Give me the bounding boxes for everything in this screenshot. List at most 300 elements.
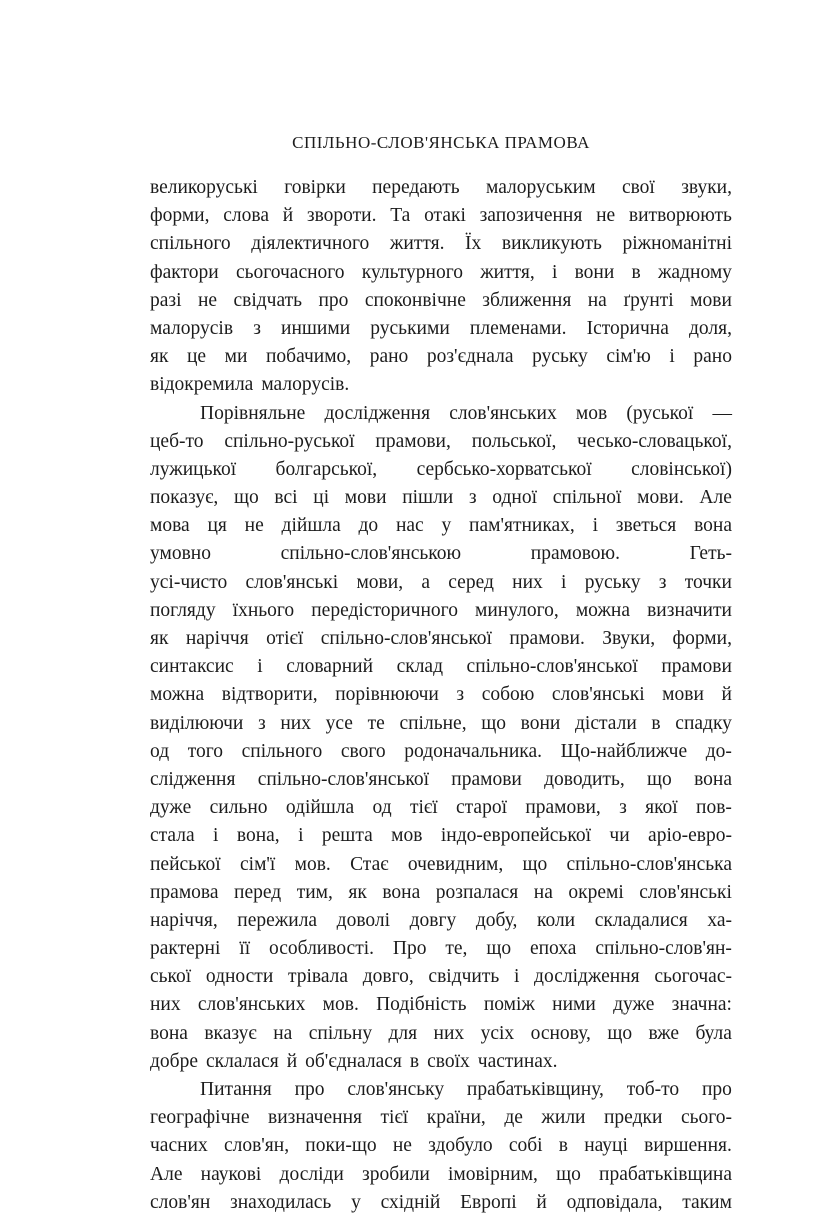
word: що [233, 487, 259, 509]
word: у [441, 515, 452, 537]
word: цеб-то [150, 430, 204, 452]
text-line [150, 1020, 732, 1048]
word: них [433, 1022, 465, 1044]
word: добу, [475, 909, 518, 931]
word: слова [223, 205, 269, 227]
word: культурного [361, 261, 463, 283]
text-line [150, 879, 732, 907]
word: про [702, 1079, 732, 1100]
text-line [150, 428, 732, 456]
text-line [150, 456, 732, 484]
word: свого [340, 740, 386, 762]
word: рано [369, 346, 409, 368]
word: одійшла [285, 797, 355, 819]
word: мов. [322, 994, 359, 1016]
word: поміж [483, 994, 535, 1016]
word: дуже [150, 797, 192, 819]
text-line [150, 738, 732, 766]
word: звороти. [306, 205, 377, 227]
word: прамови [661, 656, 732, 678]
word: спільного [150, 233, 231, 255]
text-line [150, 625, 732, 653]
word: вона [694, 515, 732, 537]
word: це [187, 346, 207, 368]
word: мови [662, 684, 704, 706]
word: Але [699, 487, 732, 509]
word: зближення [482, 289, 572, 311]
word: й [536, 1191, 547, 1213]
word: малоруським [486, 177, 596, 198]
text-line [150, 907, 732, 935]
word: мов [575, 402, 608, 424]
word: імовірним, [447, 1163, 538, 1185]
text-line [150, 400, 732, 428]
word: пережила [237, 909, 318, 931]
word: слов'янські [639, 881, 732, 903]
word: вже [648, 1022, 680, 1044]
word: визначити [647, 599, 732, 621]
word: східній [380, 1191, 441, 1213]
word: зробили [362, 1163, 430, 1185]
word: дійшла [281, 515, 341, 537]
word: діялектичного [251, 233, 370, 255]
word: усіх [480, 1022, 515, 1044]
word: малорусів. [261, 374, 350, 396]
word: слов'ян [150, 1191, 211, 1213]
word: перед [234, 881, 282, 903]
word: на [587, 289, 607, 311]
text-line [150, 1189, 732, 1217]
word: індо-европейської [440, 825, 591, 847]
word: наукові [200, 1163, 262, 1185]
text-line [150, 512, 732, 540]
word: спільно-руської [224, 430, 355, 452]
word: польської, [471, 430, 557, 452]
word: ської [150, 966, 192, 988]
word: до- [705, 740, 732, 762]
word: розпалася [435, 881, 519, 903]
word: Порівняльне [200, 402, 306, 424]
word: спільного [241, 740, 323, 762]
word: витворюють [628, 205, 732, 227]
word: спадку [675, 712, 732, 734]
word: що [486, 938, 512, 960]
word: споконвічне [364, 289, 466, 311]
word: знаходилась [230, 1191, 332, 1213]
word: вони [520, 712, 561, 734]
word: тієї [380, 1107, 409, 1129]
word: з [619, 797, 627, 819]
word: доля, [689, 317, 732, 339]
word: прабатьківщина [599, 1163, 732, 1185]
word: свідчить [428, 966, 500, 988]
word: основу, [530, 1022, 591, 1044]
word: слідження [150, 768, 236, 790]
word: сьогочасного [235, 261, 345, 283]
text-line [150, 230, 732, 258]
word: епоха [529, 938, 577, 960]
word: спільно-слов'янської [320, 628, 492, 649]
word: од [372, 797, 392, 819]
word: і [513, 966, 520, 988]
word: пам'ятниках, [469, 515, 575, 537]
word: слов'янських [449, 402, 557, 424]
text-line [150, 851, 732, 879]
word: дослідження [534, 966, 640, 988]
word: й [286, 1050, 298, 1072]
word: довгу [409, 909, 457, 931]
text-line [150, 1048, 732, 1076]
word: сього- [680, 1107, 732, 1129]
word: порівнюючи [335, 684, 439, 706]
text-line [150, 653, 732, 681]
word: словінської) [631, 458, 732, 480]
word: минулого, [475, 599, 559, 621]
text-line [150, 259, 732, 287]
word: ха- [707, 909, 732, 931]
word: що [481, 712, 506, 734]
word: усе [325, 712, 353, 734]
word: сильно [209, 797, 268, 819]
word: що [522, 853, 548, 875]
text-line [150, 484, 732, 512]
word: географічне [150, 1107, 250, 1129]
word: словарний [286, 656, 374, 678]
word: передають [372, 177, 460, 198]
word: на [533, 881, 553, 903]
word: об'єдналася [305, 1050, 402, 1072]
word: сім'ї [240, 853, 276, 875]
word: Звуки, [602, 628, 656, 649]
word: виршення. [644, 1135, 732, 1157]
word: племенами. [469, 317, 567, 339]
word: рано [693, 346, 732, 368]
word: пішли [402, 487, 454, 509]
word: коли [536, 909, 576, 931]
word: склад [396, 656, 443, 678]
word: що [647, 768, 672, 790]
word: Подібність [376, 994, 467, 1016]
word: прамови, [375, 430, 451, 452]
word: пов- [696, 797, 732, 819]
word: трівала [287, 966, 349, 988]
word: нас [395, 515, 424, 537]
word: і [257, 656, 263, 678]
text-line [150, 569, 732, 597]
word: в [631, 261, 641, 283]
text-line [150, 991, 732, 1019]
word: як [348, 881, 367, 903]
word: зветься [615, 515, 677, 537]
text-line [150, 1104, 732, 1132]
word: собі [508, 1135, 543, 1157]
text-line [150, 822, 732, 850]
word: Історична [586, 317, 669, 339]
word: здобуло [428, 1135, 493, 1157]
word: Що-найближче [560, 740, 688, 762]
word: про [294, 1079, 325, 1100]
word: мови. [637, 487, 684, 509]
word: з [468, 487, 477, 509]
word: Европі [460, 1191, 517, 1213]
word: таким [682, 1191, 732, 1213]
word: мов. [294, 853, 331, 875]
word: синтаксис [150, 656, 234, 678]
word: не [596, 205, 616, 227]
word: не [392, 1135, 412, 1157]
word: погляду [150, 599, 216, 621]
word: руську [584, 571, 641, 593]
word: прамови [451, 768, 522, 790]
word: чи [609, 825, 630, 847]
word: всі [274, 487, 298, 509]
text-line [150, 315, 732, 343]
text-line [150, 540, 732, 568]
word: великоруські [150, 177, 258, 198]
word: рактерні [150, 938, 221, 960]
word: з [658, 571, 667, 593]
word: була [695, 1022, 732, 1044]
word: можна [150, 684, 205, 706]
word: собою [481, 684, 535, 706]
word: слов'янську [347, 1079, 445, 1100]
word: свідчать [233, 289, 303, 311]
text-line [150, 1161, 732, 1189]
word: відокремила [150, 374, 254, 396]
word: не [244, 515, 264, 537]
word: що [607, 1022, 633, 1044]
word: жили [541, 1107, 586, 1129]
word: них [280, 712, 311, 734]
word: і [551, 261, 558, 283]
word: Геть- [689, 543, 732, 565]
word: отакі [424, 205, 466, 227]
text-line [150, 1076, 732, 1104]
word: відтворити, [221, 684, 318, 706]
word: спільно-слов'янська [566, 853, 732, 875]
word: в [651, 712, 661, 734]
word: жадному [657, 261, 732, 283]
word: досліди [279, 1163, 344, 1185]
word: мов [391, 825, 423, 847]
word: дуже [613, 994, 655, 1016]
text-line [150, 766, 732, 794]
text-line [150, 597, 732, 625]
word: роз'єднала [426, 346, 514, 368]
word: сім'ю [606, 346, 651, 368]
word: тим, [296, 881, 333, 903]
word: вона [694, 768, 732, 790]
word: слов'янські [245, 571, 339, 593]
word: спільно-слов'янською [280, 543, 462, 565]
word: мови, [356, 571, 404, 593]
word: наріччя [185, 628, 249, 649]
word: запозичення [479, 205, 583, 227]
word: иншими [281, 317, 351, 339]
word: — [712, 402, 732, 424]
word: не [197, 289, 218, 311]
word: усі-чисто [150, 571, 228, 593]
text-line [150, 794, 732, 822]
text-line [150, 371, 732, 399]
word: (руської [626, 402, 694, 424]
word: передісторичного [311, 599, 458, 621]
text-line [150, 681, 732, 709]
word: вона [150, 1022, 188, 1044]
word: форми, [672, 628, 732, 649]
word: ними [552, 994, 596, 1016]
word: те, [445, 938, 468, 960]
word: як [150, 346, 169, 368]
word: форми, [150, 205, 210, 227]
word: старої [456, 797, 507, 819]
word: одности [205, 966, 274, 988]
word: побачимо, [265, 346, 352, 368]
word: їхнього [232, 599, 295, 621]
word: й [282, 205, 294, 227]
word: Стає [350, 853, 389, 875]
word: спільно-слов'янської [466, 656, 638, 678]
word: окремі [568, 881, 624, 903]
text-line [150, 202, 732, 230]
word: чесько-словацької, [577, 430, 732, 452]
word: руськими [370, 317, 450, 339]
word: тієї [409, 797, 438, 819]
word: а [421, 571, 430, 593]
word: ця [207, 515, 227, 537]
word: ці [313, 487, 330, 509]
word: показує, [150, 487, 219, 509]
word: того [187, 740, 224, 762]
word: в [558, 1135, 569, 1157]
word: особливості. [269, 938, 375, 960]
text-line [150, 935, 732, 963]
word: склалася [206, 1050, 279, 1072]
word: науці [584, 1135, 628, 1157]
word: од [150, 740, 170, 762]
word: лужицької [150, 458, 237, 480]
word: ріжноманітні [622, 233, 732, 255]
text-line [150, 343, 732, 371]
word: одповідала, [566, 1191, 663, 1213]
word: говірки [284, 177, 346, 198]
word: фактори [150, 261, 219, 283]
word: разі [150, 289, 182, 311]
word: з [456, 684, 465, 706]
word: слов'ян, [223, 1135, 290, 1157]
word: і [213, 825, 219, 847]
word: прамови. [509, 628, 585, 649]
word: значна: [671, 994, 732, 1016]
word: часних [150, 1135, 208, 1157]
text-line [150, 1132, 732, 1160]
word: визначення [268, 1107, 362, 1129]
text-line [150, 174, 732, 202]
word: дістали [575, 712, 637, 734]
word: частинах. [477, 1050, 558, 1072]
text-line [150, 963, 732, 991]
word: тоб-то [626, 1079, 680, 1100]
word: спільну [308, 1022, 373, 1044]
word: прамовою. [530, 543, 620, 565]
word: виділюючи [150, 712, 244, 734]
word: сьогочас- [654, 966, 732, 988]
word: дослідження [324, 402, 431, 424]
word: добре [150, 1050, 198, 1072]
word: спільне, [399, 712, 467, 734]
word: доводить, [544, 768, 625, 790]
running-head: СПІЛЬНО-СЛОВ'ЯНСЬКА ПРАМОВА [292, 133, 590, 152]
word: вказує [204, 1022, 257, 1044]
word: вони [574, 261, 615, 283]
word: Але [150, 1163, 183, 1185]
word: її [239, 938, 251, 960]
word: спільно-слов'ян- [595, 938, 732, 960]
word: для [388, 1022, 418, 1044]
word: звуки, [681, 177, 732, 198]
word: Про [392, 938, 427, 960]
word: що [556, 1163, 581, 1185]
word: болгарської, [275, 458, 378, 480]
word: очевидним, [407, 853, 504, 875]
word: у [351, 1191, 361, 1213]
word: і [592, 515, 598, 537]
word: ми [224, 346, 248, 368]
word: спільно-слов'янської [257, 768, 429, 790]
word: одної [492, 487, 538, 509]
word: прабатьківщину, [466, 1079, 604, 1100]
body-text [150, 174, 732, 1217]
word: і [298, 825, 304, 847]
word: наріччя, [150, 909, 218, 931]
word: предки [604, 1107, 663, 1129]
word: вона [382, 881, 421, 903]
word: серед [448, 571, 494, 593]
word: своїх [427, 1050, 470, 1072]
word: аріо-евро- [648, 825, 732, 847]
word: складалися [594, 909, 688, 931]
word: вона, [236, 825, 280, 847]
word: життя, [480, 261, 535, 283]
word: поки-що [305, 1135, 377, 1157]
word: і [561, 571, 567, 593]
word: умовно [150, 543, 211, 565]
word: малорусів [150, 317, 234, 339]
word: спільної [552, 487, 622, 509]
word: довго, [362, 966, 414, 988]
word: як [150, 628, 169, 649]
word: на [273, 1022, 293, 1044]
word: отієї [266, 628, 304, 649]
word: прамова [150, 881, 219, 903]
word: руську [532, 346, 588, 368]
word: викликують [501, 233, 602, 255]
word: мови [690, 289, 732, 311]
word: доволі [336, 909, 391, 931]
word: Питання [200, 1079, 272, 1100]
word: решта [321, 825, 373, 847]
text-line [150, 287, 732, 315]
word: з [253, 317, 261, 339]
word: точки [684, 571, 732, 593]
word: мови [344, 487, 387, 509]
word: Їх [465, 233, 482, 255]
word: ґрунті [623, 289, 674, 311]
word: життя. [389, 233, 445, 255]
word: й [721, 684, 732, 706]
word: країни, [426, 1107, 486, 1129]
word: свої [621, 177, 655, 198]
